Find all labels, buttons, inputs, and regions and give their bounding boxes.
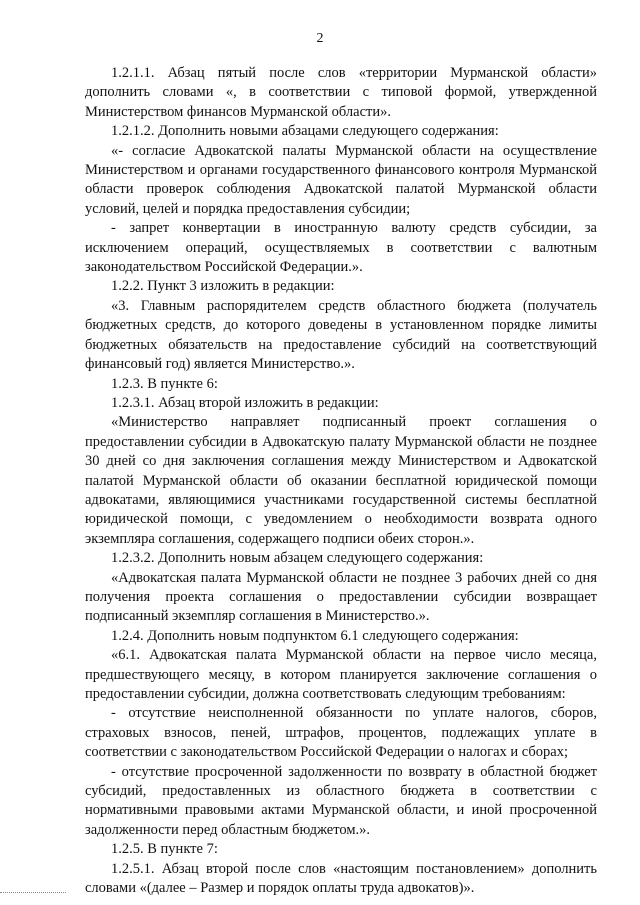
paragraph-1-2-4: 1.2.4. Дополнить новым подпунктом 6.1 следующего содержания:	[111, 627, 519, 644]
paragraph-1-2-2: 1.2.2. Пункт 3 изложить в редакции:	[111, 278, 335, 295]
paragraph-no-tax-debt: - отсутствие неисполненной обязанности по уплате налогов, сборов, страховых взносов, пеней, штрафов, процентов, подлежащих уплате в соответствии с законодательством Российской Федерации о налогах и сборах;	[85, 705, 597, 761]
paragraph-1-2-5-1: 1.2.5.1. Абзац второй после слов «настоящим постановлением» дополнить словами «(далее – Размер и порядок оплаты труда адвокатов)».	[85, 860, 597, 897]
paragraph-6-1: «6.1. Адвокатская палата Мурманской области на первое число месяца, предшествующего месяцу, в котором планируется заключение соглашения о предоставлении субсидии, должна соответствовать следующим требованиям:	[85, 647, 597, 702]
paragraph-no-overdue-debt: - отсутствие просроченной задолженности по возврату в областной бюджет субсидий, предоставленных из областного бюджета в соответствии с нормативными правовыми актами Мурманской области, и иной просроченной задолженности перед областным бюджетом.».	[85, 763, 597, 838]
footer-divider	[0, 892, 66, 893]
paragraph-ministry-sends: «Министерство направляет подписанный проект соглашения о предоставлении субсидии в Адвокатскую палату Мурманской области не позднее 30 дней со дня заключения соглашения между Министерством и Адвокатской палатой Мурманской области об оказании бесплатной юридической помощи адвокатами, являющимися участниками государственной системы бесплатной юридической помощи, с уведомлением о необходимости возврата одного экземпляра соглашения, содержащего подписи обеих сторон.».	[85, 414, 597, 547]
page-number: 2	[316, 31, 324, 46]
paragraph-1-2-3-2: 1.2.3.2. Дополнить новым абзацем следующего содержания:	[111, 550, 484, 567]
paragraph-bar-returns: «Адвокатская палата Мурманской области не позднее 3 рабочих дней со дня получения проекта соглашения о предоставлении субсидии возвращает подписанный экземпляр соглашения в Министерство.».	[85, 569, 597, 625]
paragraph-consent: «- согласие Адвокатской палаты Мурманской области на осуществление Министерством и органами государственного финансового контроля Мурманской области проверок соблюдения Адвокатской палатой Мурманской области условий, целей и порядка предоставления субсидии;	[85, 142, 597, 217]
paragraph-1-2-3: 1.2.3. В пункте 6:	[111, 375, 218, 392]
paragraph-point-3: «3. Главным распорядителем средств областного бюджета (получатель бюджетных средств, до которого доведены в установленном порядке лимиты бюджетных обязательств на предоставление субсидий на соответствующий финансовый год) является Министерство.».	[85, 297, 597, 373]
paragraph-1-2-1-1: 1.2.1.1. Абзац пятый после слов «территории Мурманской области» дополнить словами «, в соответствии с типовой формой, утвержденной Министерством финансов Мурманской области».	[85, 65, 597, 120]
document-body	[85, 64, 597, 898]
paragraph-currency-ban: - запрет конвертации в иностранную валюту средств субсидии, за исключением операций, осуществляемых в соответствии с валютным законодательством Российской Федерации.».	[85, 220, 597, 276]
paragraph-1-2-3-1: 1.2.3.1. Абзац второй изложить в редакции:	[111, 394, 379, 411]
paragraph-1-2-5: 1.2.5. В пункте 7:	[111, 841, 218, 858]
paragraph-1-2-1-2: 1.2.1.2. Дополнить новыми абзацами следующего содержания:	[111, 123, 499, 140]
